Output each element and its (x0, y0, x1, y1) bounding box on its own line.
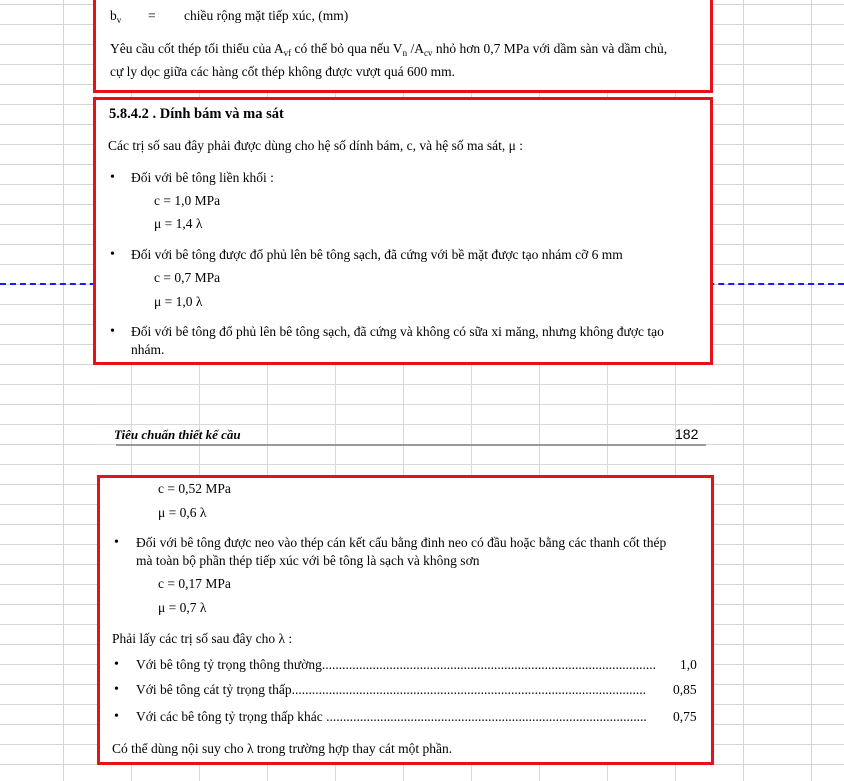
lambda-intro: Phải lấy các trị số sau đây cho λ : (112, 631, 293, 646)
para-segment: có thể bỏ qua nếu V (291, 41, 403, 56)
bullet-icon: • (110, 324, 115, 339)
lambda-value: 0,75 (673, 709, 697, 724)
intro-text: Các trị số sau đây phải được dùng cho hệ số dính bám, c, và hệ số ma sát, μ : (108, 138, 523, 153)
bullet-icon: • (110, 247, 115, 262)
bv-symbol (110, 8, 121, 24)
item-clean-not-roughened: Đối với bê tông đổ phủ lên bê tông sạch, đã cứng và không có sữa xi măng, nhưng không được tạo (131, 324, 664, 339)
item-anchored-steel-line2: mà toàn bộ phần thép tiếp xúc với bê tông là sạch và không sơn (136, 553, 480, 568)
para-subscript: n (402, 48, 408, 58)
bullet-icon: • (114, 535, 119, 550)
min-reinforcement-paragraph (110, 41, 667, 57)
mu-value-07: μ = 0,7 λ (158, 600, 207, 615)
lambda-label: Với bê tông cát tỷ trọng thấp (136, 682, 292, 697)
footer-title: Tiêu chuẩn thiết kế cầu (114, 427, 241, 442)
bv-subscript: v (116, 15, 122, 25)
bv-symbol-text: b (110, 8, 117, 23)
item-monolithic-mu: μ = 1,4 λ (154, 216, 203, 231)
item-anchored-steel: Đối với bê tông được neo vào thép cán kết cấu bằng đinh neo có đầu hoặc bằng các thanh cốt thép (136, 535, 667, 550)
bullet-icon: • (114, 709, 119, 724)
bullet-icon: • (110, 170, 115, 185)
c-value-052: c = 0,52 MPa (158, 481, 231, 496)
closing-note: Có thể dùng nội suy cho λ trong trường hợp thay cát một phần. (112, 741, 453, 756)
bullet-icon: • (114, 657, 119, 672)
item-monolithic: Đối với bê tông liền khối : (131, 170, 274, 185)
lambda-row-other-lightweight (136, 709, 670, 725)
item-roughened-mu: μ = 1,0 λ (154, 294, 203, 309)
para-subscript: cv (423, 48, 433, 58)
bullet-icon: • (114, 682, 119, 697)
item-roughened: Đối với bê tông được đổ phủ lên bê tông sạch, đã cứng với bề mặt được tạo nhám cỡ 6 mm (131, 247, 623, 262)
lambda-value: 0,85 (673, 682, 697, 697)
lambda-label: Với các bê tông tỷ trọng thấp khác (136, 709, 323, 724)
section-heading: 5.8.4.2 . Dính bám và ma sát (109, 106, 284, 122)
para-segment: Yêu cầu cốt thép tối thiểu của A (110, 41, 284, 56)
item-monolithic-c: c = 1,0 MPa (154, 193, 221, 208)
footer-rule (116, 444, 706, 446)
para-segment: /A (407, 41, 424, 56)
lambda-label: Với bê tông tỷ trọng thông thường (136, 657, 322, 672)
leader-dots: ......................................................................................................... (291, 682, 646, 697)
lambda-value: 1,0 (680, 657, 697, 672)
lambda-row-normal (136, 657, 700, 673)
mu-value-06: μ = 0,6 λ (158, 505, 207, 520)
lambda-row-sand-lightweight (136, 682, 666, 698)
min-reinforcement-paragraph-line2: cự ly dọc giữa các hàng cốt thép không được vượt quá 600 mm. (110, 64, 455, 79)
page-number: 182 (675, 426, 699, 442)
leader-dots: ............................................................................................... (322, 709, 647, 724)
leader-dots: ................................................................................................... (321, 657, 656, 672)
bv-definition: chiều rộng mặt tiếp xúc, (mm) (184, 8, 349, 23)
para-segment: nhỏ hơn 0,7 MPa với dầm sàn và dầm chủ, (432, 41, 668, 56)
item-clean-not-roughened-line2: nhám. (131, 342, 165, 357)
para-subscript: vf (283, 48, 292, 58)
c-value-017: c = 0,17 MPa (158, 576, 231, 591)
bv-equals: = (148, 8, 156, 23)
item-roughened-c: c = 0,7 MPa (154, 270, 221, 285)
